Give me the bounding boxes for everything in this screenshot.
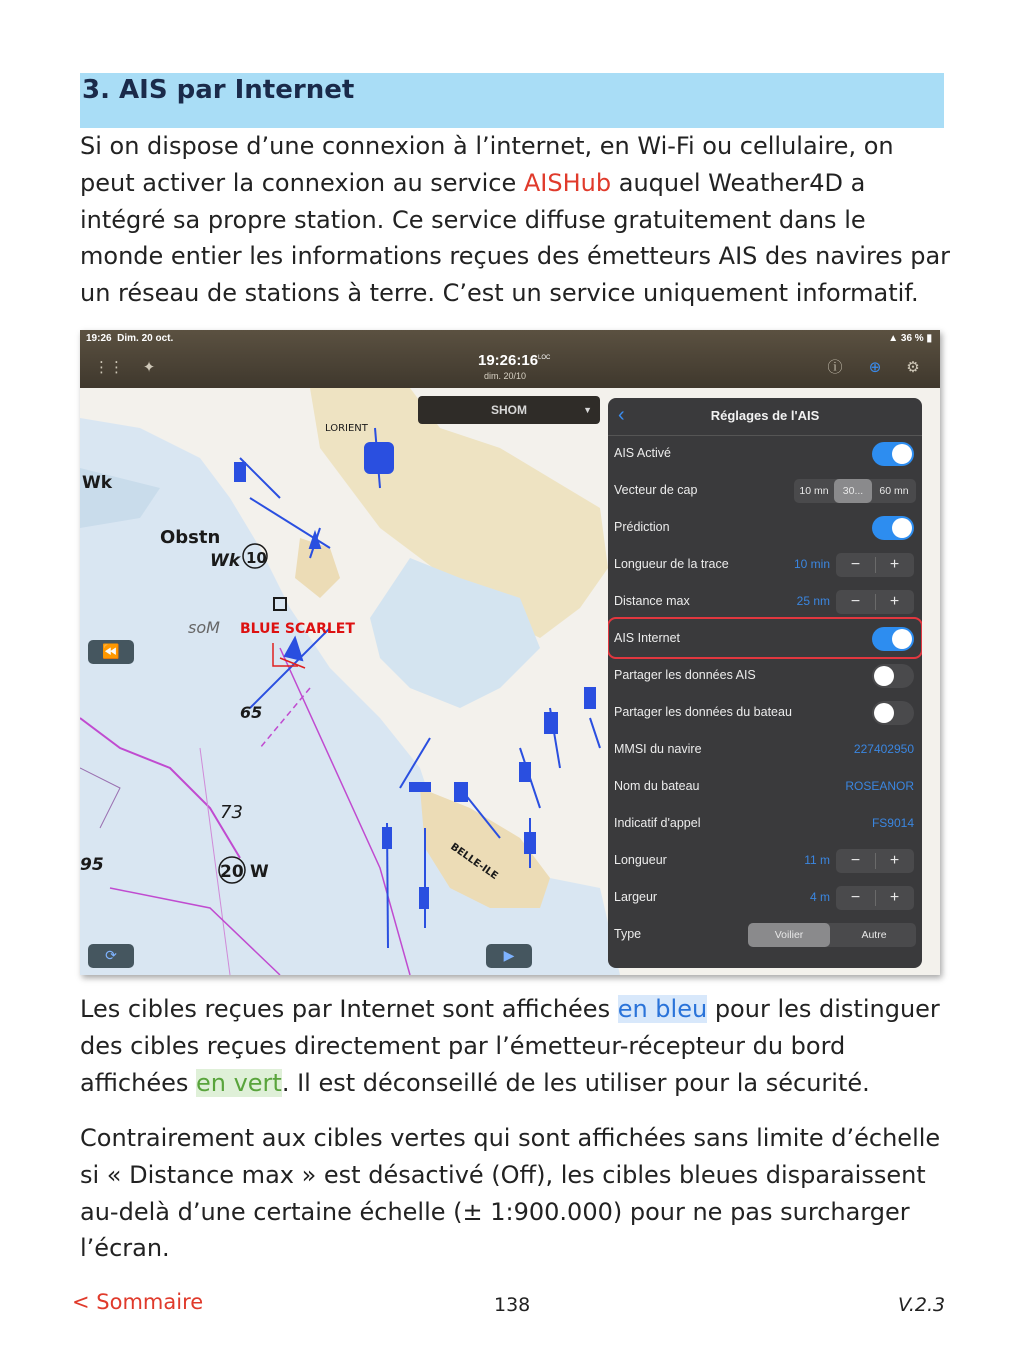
target-icon[interactable]: ⊕ [868,358,882,376]
row-partager-ais: Partager les données AIS [608,657,922,694]
row-ais-internet: AIS Internet [608,620,922,657]
map-label-10: 10 [246,549,267,567]
panel-header [608,398,922,436]
row-partager-bateau: Partager les données du bateau [608,694,922,731]
map-label-wk10: Wk [210,551,241,571]
version-label: V.2.3 [898,1294,946,1316]
paragraph-scale: Contrairement aux cibles vertes qui sont affichées sans limite d’échelle si « Distance max » est désactivé (Off), les cibles bleues disparaissent au-delà d’une certaine échelle (± 1:900.000) pour ne pas surcharger l’écran. [80,1124,941,1263]
chart-selector[interactable]: SHOM ▼ [418,396,600,424]
app-clock: $19:26:16^{LOC}$ [478,352,551,369]
row-distance-max: Distance max 25 nm − + [608,583,922,620]
intro-paragraph [80,128,950,312]
help-icon[interactable]: ⓘ [827,358,843,376]
map-label-w: W [250,862,269,882]
row-largeur: Largeur 4 m − + [608,879,922,916]
section-title: 3. AIS par Internet [80,73,944,128]
map-label-73: 73 [220,802,243,823]
row-type: Type Voilier Autre [608,916,922,953]
row-mmsi[interactable]: MMSI du navire 227402950 [614,742,914,756]
map-label-som: soM [188,618,220,637]
panel-title: Réglages de l'AIS [710,408,820,423]
crosshair-star-icon[interactable]: ✦ [142,358,156,376]
seg-60mn[interactable]: 60 mn [879,485,909,497]
map-label-wk: Wk [82,473,113,493]
seg-autre[interactable]: Autre [861,929,887,941]
rewind-button[interactable]: ⏪ [88,640,134,664]
text-blue-highlight: en bleu [617,995,708,1023]
text-green-highlight: en vert [195,1068,282,1097]
map-label-65: 65 [240,703,263,722]
grid-menu-icon[interactable]: ⋮⋮ [94,358,124,376]
aishub-link[interactable]: AISHub [523,168,612,197]
longueur-stepper[interactable]: − + [836,849,914,873]
wifi-icon: ▲ [888,333,899,344]
status-battery: ▲ 36 % ▮ [888,333,932,344]
prediction-toggle[interactable] [872,516,914,540]
battery-icon: ▮ [926,333,932,344]
map-label-blue-scarlet: BLUE SCARLET [240,621,355,637]
share-boat-toggle[interactable] [872,701,914,725]
app-screenshot [80,330,940,975]
row-indicatif[interactable]: Indicatif d'appel FS9014 [614,816,914,830]
row-prediction: Prédiction [608,509,922,546]
map-label-obstn: Obstn [160,527,221,548]
sommaire-link[interactable]: < Sommaire [72,1290,204,1314]
intro-text: Si on dispose d’une connexion à l’internet, en Wi-Fi ou cellulaire, on peut activer la connexion au service [80,132,894,197]
map-label-20: 20 [220,862,244,882]
type-segmented[interactable] [748,923,916,947]
back-chevron-icon[interactable]: ‹ [618,404,625,426]
seg-voilier[interactable]: Voilier [748,923,830,947]
largeur-stepper[interactable]: − + [836,886,914,910]
page-number: 138 [494,1294,531,1316]
app-top-bar [80,330,940,388]
map-label-95: 95 [80,855,104,875]
row-longueur: Longueur 11 m − + [608,842,922,879]
app-clock-date: dim. 20/10 [484,371,527,381]
ais-active-toggle[interactable] [872,442,914,466]
row-longueur-trace: Longueur de la trace 10 min − + [608,546,922,583]
map-label-belle-ile: BELLE-ILE [448,841,500,883]
trace-stepper[interactable]: − + [836,553,914,577]
vecteur-cap-segmented[interactable] [794,479,916,503]
caret-down-icon: ▼ [583,405,592,415]
paragraph-colors: Les cibles reçues par Internet sont affichées en bleu pour les distinguer des cibles reçues directement par l’émetteur-récepteur du bord affichées en vert. Il est déconseillé de les utiliser pour la sécurité. [80,995,940,1097]
row-vecteur-cap: Vecteur de cap 10 mn 30... 60 mn [608,472,922,509]
seg-30mn[interactable]: 30... [834,479,872,503]
row-ais-active: AIS Activé [608,435,922,472]
gear-icon[interactable]: ⚙ [906,358,920,376]
share-ais-toggle[interactable] [872,664,914,688]
ais-internet-highlight [608,617,922,659]
map-label-lorient: LORIENT [325,423,368,434]
ais-settings-panel [608,398,922,968]
status-left: 19:26 Dim. 20 oct. [86,333,174,344]
row-nom-bateau[interactable]: Nom du bateau ROSEANOR [614,779,914,793]
intro-text-end: auquel Weather4D a intégré sa propre station. Ce service diffuse gratuitement dans le monde entier les informations reçues des émetteurs AIS des navires par un réseau de stations à terre. C’est un service uniquement informatif. [80,168,951,308]
play-button[interactable]: ▶ [486,944,532,968]
distance-stepper[interactable]: − + [836,590,914,614]
seg-10mn[interactable]: 10 mn [799,485,829,497]
sync-button[interactable]: ⟳ [88,944,134,968]
